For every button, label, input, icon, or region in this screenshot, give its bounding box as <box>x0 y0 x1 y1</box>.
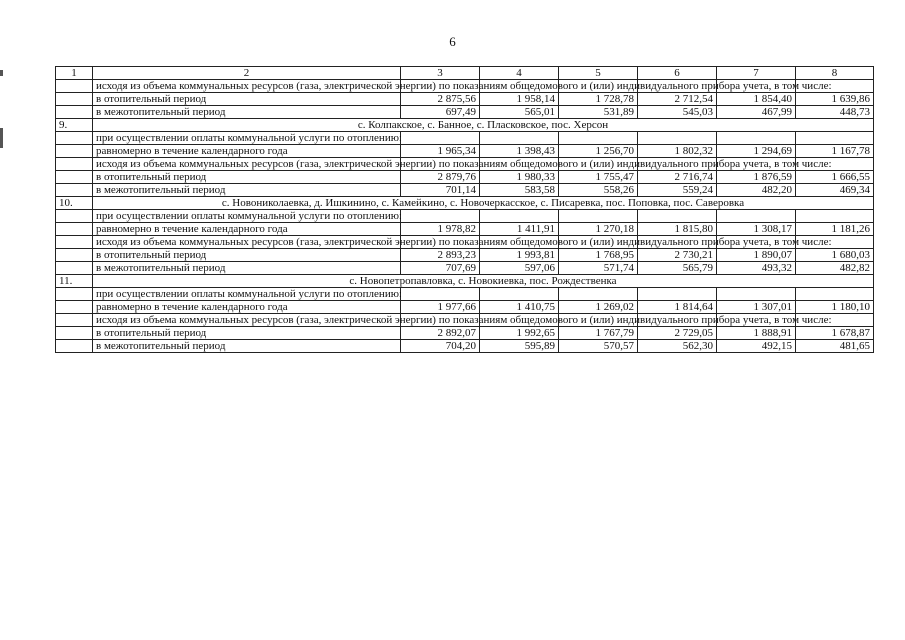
value-cell: 565,01 <box>480 106 559 119</box>
row-number-cell <box>56 301 93 314</box>
value-row <box>56 340 874 353</box>
value-cell: 1 680,03 <box>796 249 874 262</box>
column-header: 2 <box>93 67 401 80</box>
value-cell: 583,58 <box>480 184 559 197</box>
empty-value-cell <box>717 210 796 223</box>
row-description: исходя из объема коммунальных ресурсов (газа, электрической энергии) по показаниям общедомового и (или) индивидуального прибора учета, в том числе: <box>93 236 401 249</box>
scan-edge-mark <box>0 70 3 76</box>
value-cell: 1 888,91 <box>717 327 796 340</box>
section-title: с. Новопетропавловка, с. Новокиевка, пос. Рождественка <box>93 275 874 288</box>
row-label: в межотопительный период <box>93 184 401 197</box>
column-header: 1 <box>56 67 93 80</box>
value-row <box>56 184 874 197</box>
value-cell: 1 269,02 <box>559 301 638 314</box>
value-cell: 1 411,91 <box>480 223 559 236</box>
row-number-cell <box>56 158 93 171</box>
column-header: 8 <box>796 67 874 80</box>
row-number-cell <box>56 145 93 158</box>
value-cell: 481,65 <box>796 340 874 353</box>
value-cell: 1 992,65 <box>480 327 559 340</box>
empty-value-cell <box>401 288 480 301</box>
row-label: равномерно в течение календарного года <box>93 223 401 236</box>
section-row <box>56 119 874 132</box>
header-row <box>56 67 874 80</box>
value-cell: 1 728,78 <box>559 93 638 106</box>
row-label: равномерно в течение календарного года <box>93 145 401 158</box>
value-row <box>56 249 874 262</box>
value-row <box>56 171 874 184</box>
row-label: в межотопительный период <box>93 106 401 119</box>
value-cell: 1 768,95 <box>559 249 638 262</box>
value-cell: 707,69 <box>401 262 480 275</box>
value-cell: 704,20 <box>401 340 480 353</box>
value-cell: 2 892,07 <box>401 327 480 340</box>
row-description: при осуществлении оплаты коммунальной услуги по отоплению: <box>93 210 401 223</box>
row-number-cell <box>56 314 93 327</box>
description-row <box>56 158 874 171</box>
value-row <box>56 223 874 236</box>
column-header: 5 <box>559 67 638 80</box>
section-number: 9. <box>56 119 93 132</box>
row-number-cell <box>56 171 93 184</box>
empty-value-cell <box>480 132 559 145</box>
row-description: при осуществлении оплаты коммунальной услуги по отоплению: <box>93 132 401 145</box>
section-row <box>56 197 874 210</box>
description-row <box>56 210 874 223</box>
value-cell: 1 398,43 <box>480 145 559 158</box>
row-description: исходя из объема коммунальных ресурсов (газа, электрической энергии) по показаниям общедомового и (или) индивидуального прибора учета, в том числе: <box>93 314 401 327</box>
value-cell: 531,89 <box>559 106 638 119</box>
empty-value-cell <box>796 210 874 223</box>
empty-value-cell <box>638 132 717 145</box>
value-cell: 493,32 <box>717 262 796 275</box>
value-cell: 1 678,87 <box>796 327 874 340</box>
row-number-cell <box>56 223 93 236</box>
empty-value-cell <box>480 288 559 301</box>
empty-value-cell <box>480 210 559 223</box>
value-cell: 2 893,23 <box>401 249 480 262</box>
row-label: в межотопительный период <box>93 262 401 275</box>
value-cell: 1 256,70 <box>559 145 638 158</box>
row-number-cell <box>56 184 93 197</box>
value-cell: 448,73 <box>796 106 874 119</box>
value-cell: 1 307,01 <box>717 301 796 314</box>
value-cell: 565,79 <box>638 262 717 275</box>
value-cell: 559,24 <box>638 184 717 197</box>
row-number-cell <box>56 340 93 353</box>
value-row <box>56 301 874 314</box>
empty-value-cell <box>638 210 717 223</box>
value-row <box>56 93 874 106</box>
row-description: исходя из объема коммунальных ресурсов (газа, электрической энергии) по показаниям общедомового и (или) индивидуального прибора учета, в том числе: <box>93 158 401 171</box>
value-cell: 1 958,14 <box>480 93 559 106</box>
value-cell: 1 767,79 <box>559 327 638 340</box>
value-cell: 1 181,26 <box>796 223 874 236</box>
value-cell: 2 716,74 <box>638 171 717 184</box>
row-number-cell <box>56 132 93 145</box>
value-row <box>56 106 874 119</box>
row-number-cell <box>56 327 93 340</box>
value-cell: 595,89 <box>480 340 559 353</box>
empty-value-cell <box>717 132 796 145</box>
empty-value-cell <box>796 288 874 301</box>
value-cell: 1 167,78 <box>796 145 874 158</box>
value-cell: 545,03 <box>638 106 717 119</box>
description-row <box>56 132 874 145</box>
value-cell: 1 854,40 <box>717 93 796 106</box>
row-label: в межотопительный период <box>93 340 401 353</box>
value-cell: 1 410,75 <box>480 301 559 314</box>
row-number-cell <box>56 93 93 106</box>
value-cell: 558,26 <box>559 184 638 197</box>
value-row <box>56 262 874 275</box>
value-cell: 467,99 <box>717 106 796 119</box>
value-cell: 597,06 <box>480 262 559 275</box>
empty-value-cell <box>559 132 638 145</box>
scan-edge-mark <box>0 128 3 148</box>
empty-value-cell <box>559 288 638 301</box>
row-number-cell <box>56 262 93 275</box>
value-cell: 697,49 <box>401 106 480 119</box>
value-cell: 1 965,34 <box>401 145 480 158</box>
row-description: исходя из объема коммунальных ресурсов (газа, электрической энергии) по показаниям общедомового и (или) индивидуального прибора учета, в том числе: <box>93 80 401 93</box>
value-cell: 1 308,17 <box>717 223 796 236</box>
section-number: 10. <box>56 197 93 210</box>
value-cell: 570,57 <box>559 340 638 353</box>
empty-value-cell <box>401 210 480 223</box>
value-cell: 1 890,07 <box>717 249 796 262</box>
tariff-table-body <box>56 67 874 353</box>
value-cell: 2 879,76 <box>401 171 480 184</box>
value-cell: 1 294,69 <box>717 145 796 158</box>
value-cell: 2 875,56 <box>401 93 480 106</box>
row-number-cell <box>56 236 93 249</box>
description-row <box>56 314 874 327</box>
value-cell: 1 270,18 <box>559 223 638 236</box>
value-row <box>56 145 874 158</box>
value-cell: 2 712,54 <box>638 93 717 106</box>
value-cell: 492,15 <box>717 340 796 353</box>
value-cell: 469,34 <box>796 184 874 197</box>
value-cell: 482,20 <box>717 184 796 197</box>
row-label: в отопительный период <box>93 93 401 106</box>
description-row <box>56 236 874 249</box>
empty-value-cell <box>717 288 796 301</box>
value-cell: 1 802,32 <box>638 145 717 158</box>
value-cell: 1 666,55 <box>796 171 874 184</box>
description-row <box>56 288 874 301</box>
description-row <box>56 80 874 93</box>
value-cell: 1 755,47 <box>559 171 638 184</box>
row-number-cell <box>56 249 93 262</box>
column-header: 4 <box>480 67 559 80</box>
column-header: 3 <box>401 67 480 80</box>
empty-value-cell <box>638 288 717 301</box>
value-cell: 1 180,10 <box>796 301 874 314</box>
row-number-cell <box>56 80 93 93</box>
value-cell: 1 980,33 <box>480 171 559 184</box>
empty-value-cell <box>796 132 874 145</box>
value-cell: 1 977,66 <box>401 301 480 314</box>
value-cell: 1 814,64 <box>638 301 717 314</box>
value-cell: 701,14 <box>401 184 480 197</box>
empty-value-cell <box>401 132 480 145</box>
section-row <box>56 275 874 288</box>
section-title: с. Колпакское, с. Банное, с. Пласковское, пос. Херсон <box>93 119 874 132</box>
empty-value-cell <box>559 210 638 223</box>
value-cell: 482,82 <box>796 262 874 275</box>
value-row <box>56 327 874 340</box>
section-number: 11. <box>56 275 93 288</box>
row-label: равномерно в течение календарного года <box>93 301 401 314</box>
value-cell: 2 729,05 <box>638 327 717 340</box>
row-number-cell <box>56 210 93 223</box>
value-cell: 1 993,81 <box>480 249 559 262</box>
row-number-cell <box>56 288 93 301</box>
row-label: в отопительный период <box>93 249 401 262</box>
tariff-table <box>55 66 874 353</box>
value-cell: 1 815,80 <box>638 223 717 236</box>
value-cell: 1 639,86 <box>796 93 874 106</box>
column-header: 6 <box>638 67 717 80</box>
row-label: в отопительный период <box>93 327 401 340</box>
value-cell: 571,74 <box>559 262 638 275</box>
value-cell: 1 876,59 <box>717 171 796 184</box>
row-description: при осуществлении оплаты коммунальной услуги по отоплению: <box>93 288 401 301</box>
page-number: 6 <box>449 34 456 49</box>
column-header: 7 <box>717 67 796 80</box>
row-label: в отопительный период <box>93 171 401 184</box>
value-cell: 2 730,21 <box>638 249 717 262</box>
value-cell: 1 978,82 <box>401 223 480 236</box>
row-number-cell <box>56 106 93 119</box>
value-cell: 562,30 <box>638 340 717 353</box>
section-title: с. Новониколаевка, д. Ишкинино, с. Камейкино, с. Новочеркасское, с. Писаревка, пос. Поповка, пос. Саверовка <box>93 197 874 210</box>
